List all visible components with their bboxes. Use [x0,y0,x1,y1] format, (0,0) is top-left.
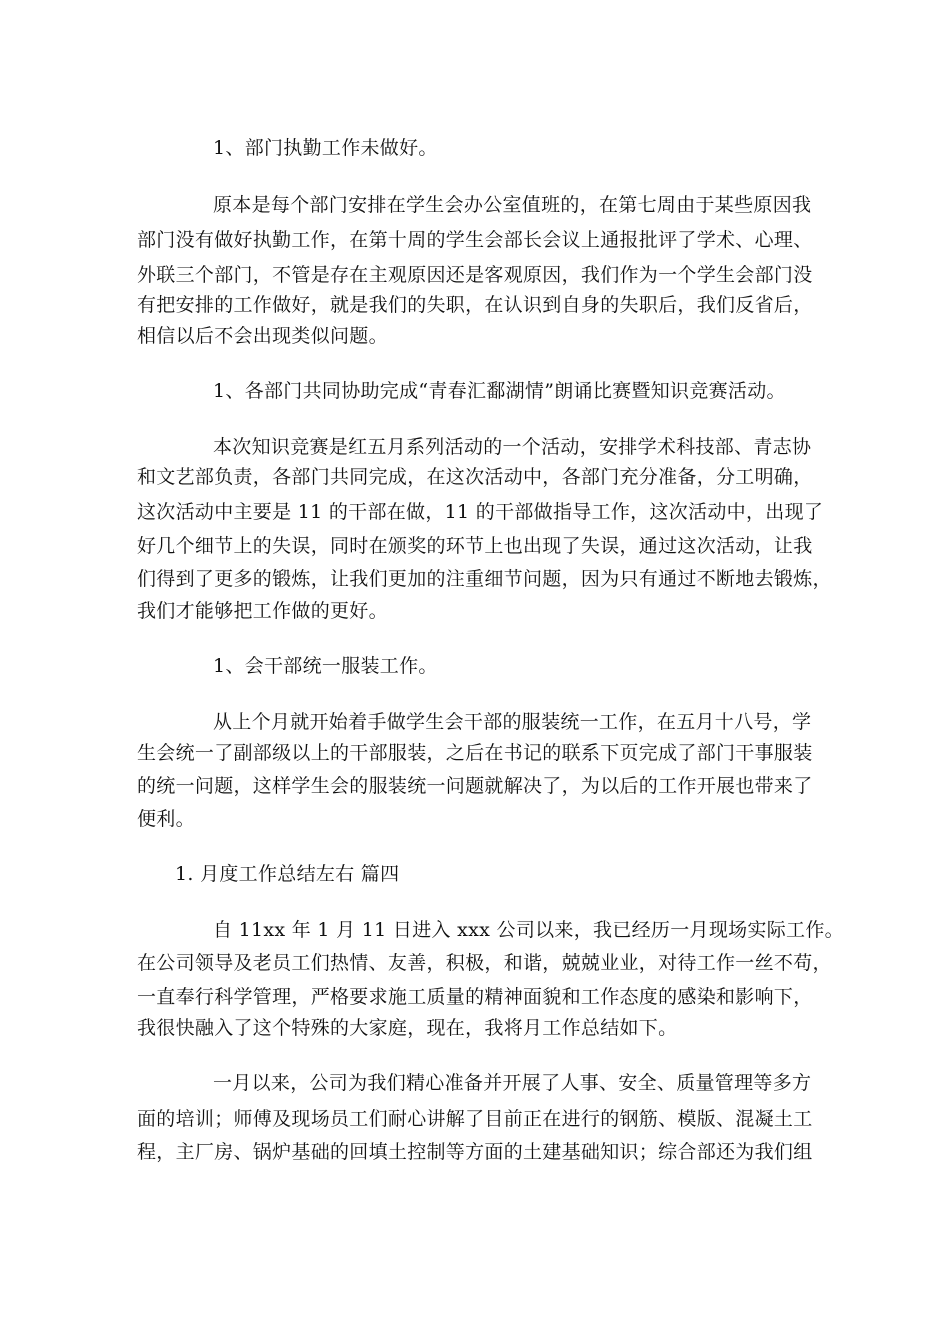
paragraph-line: 面的培训；师傅及现场员工们耐心讲解了目前正在进行的钢筋、模版、混凝土工 [137,1108,813,1130]
paragraph-line: 从上个月就开始着手做学生会干部的服装统一工作，在五月十八号，学 [213,711,812,733]
paragraph-line: 部门没有做好执勤工作，在第十周的学生会部长会议上通报批评了学术、心理、 [137,229,813,251]
paragraph-line: 有把安排的工作做好，就是我们的失职，在认识到自身的失职后，我们反省后， [137,294,813,316]
paragraph-line: 自 11xx 年 1 月 11 日进入 xxx 公司以来，我已经历一月现场实际工作。 [213,919,844,941]
paragraph-line: 一直奉行科学管理，严格要求施工质量的精神面貌和工作态度的感染和影响下， [137,986,813,1008]
paragraph-line: 这次活动中主要是 11 的干部在做，11 的干部做指导工作，这次活动中，出现了 [137,501,824,523]
paragraph-line: 原本是每个部门安排在学生会办公室值班的，在第七周由于某些原因我 [213,194,812,216]
paragraph-line: 程，主厂房、锅炉基础的回填土控制等方面的土建基础知识；综合部还为我们组 [137,1141,813,1163]
paragraph-line: 一月以来，公司为我们精心准备并开展了人事、安全、质量管理等多方 [213,1072,812,1094]
paragraph-line: 们得到了更多的锻炼，让我们更加的注重细节问题，因为只有通过不断地去锻炼， [137,568,832,590]
paragraph-line: 好几个细节上的失误，同时在颁奖的环节上也出现了失误，通过这次活动，让我 [137,535,813,557]
paragraph-line: 相信以后不会出现类似问题。 [137,325,388,347]
paragraph-line: 便利。 [137,808,195,830]
paragraph-line: 外联三个部门，不管是存在主观原因还是客观原因，我们作为一个学生会部门没 [137,264,813,286]
paragraph-line: 我们才能够把工作做的更好。 [137,600,388,622]
paragraph-line: 在公司领导及老员工们热情、友善，积极，和谐，兢兢业业，对待工作一丝不苟， [137,952,832,974]
part-title: 1. 月度工作总结左右 篇四 [175,863,400,885]
paragraph-line: 我很快融入了这个特殊的大家庭，现在，我将月工作总结如下。 [137,1017,678,1039]
paragraph-line: 本次知识竞赛是红五月系列活动的一个活动，安排学术科技部、青志协 [213,436,812,458]
section-heading: 1、部门执勤工作未做好。 [213,137,438,159]
section-heading: 1、会干部统一服装工作。 [213,655,438,677]
paragraph-line: 和文艺部负责，各部门共同完成，在这次活动中，各部门充分准备，分工明确， [137,466,813,488]
paragraph-line: 生会统一了副部级以上的干部服装，之后在书记的联系下页完成了部门干事服装 [137,742,813,764]
paragraph-line: 的统一问题，这样学生会的服装统一问题就解决了，为以后的工作开展也带来了 [137,775,813,797]
section-heading: 1、各部门共同协助完成“青春汇鄱湖情”朗诵比赛暨知识竞赛活动。 [213,380,786,402]
